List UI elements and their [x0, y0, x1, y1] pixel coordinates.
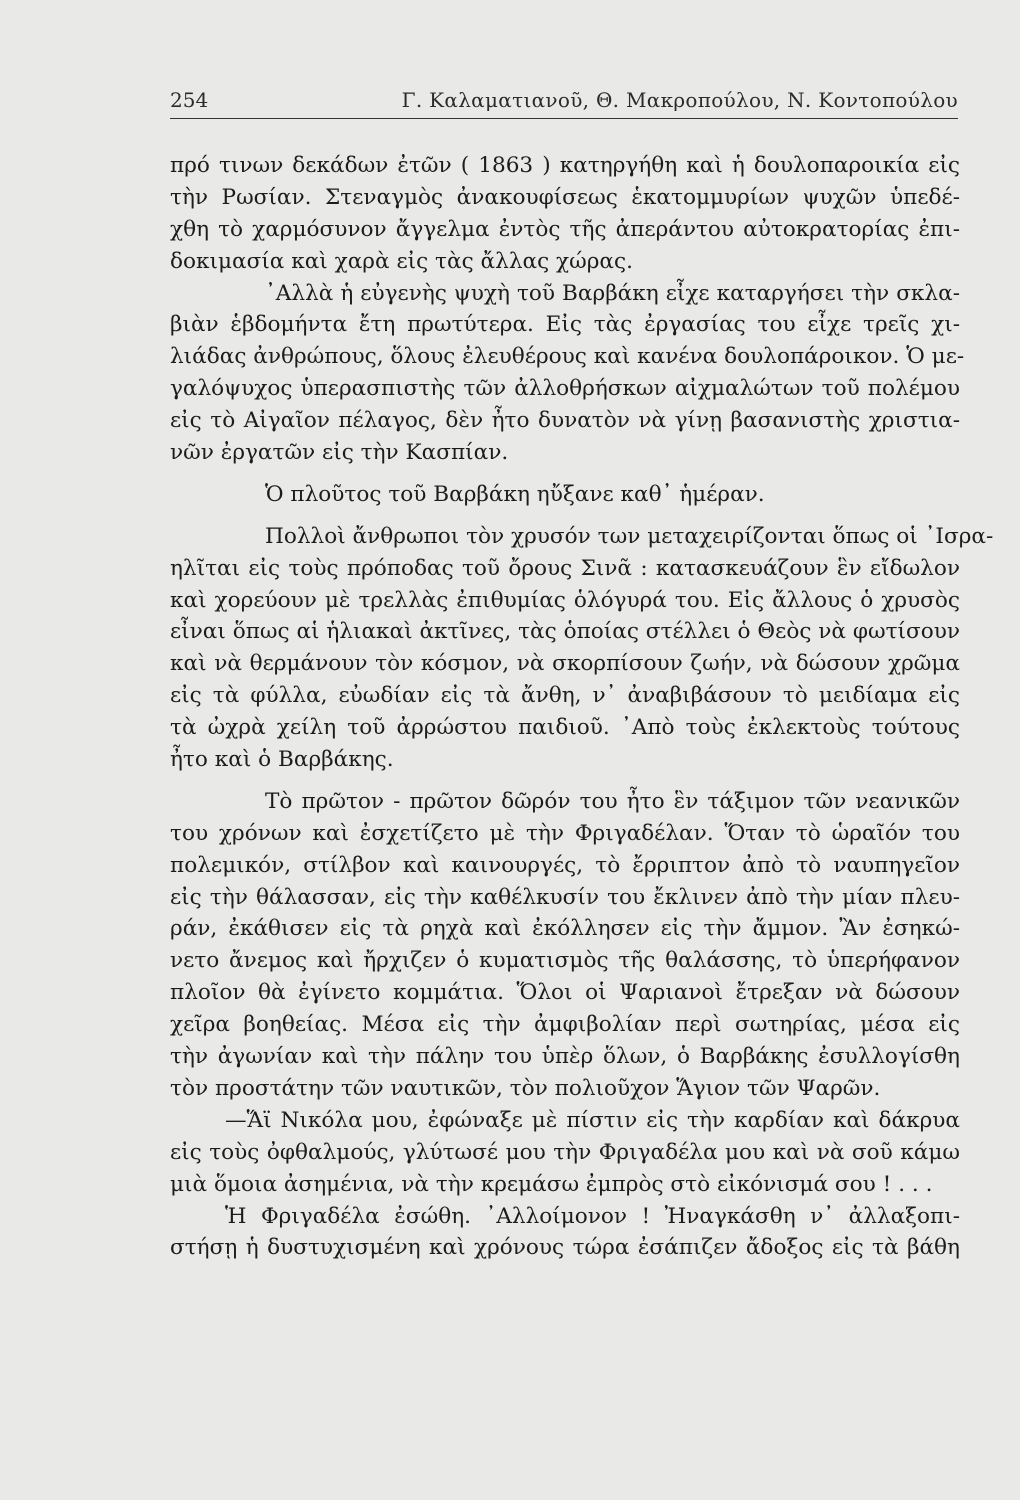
text-line: ηλῖται εἰς τοὺς πρόποδας τοῦ ὄρους Σινᾶ : κατασκευάζουν ἓν εἴδωλον [170, 555, 960, 581]
paragraph [170, 150, 960, 278]
text-line: καὶ χορεύουν μὲ τρελλὰς ἐπιθυμίας ὁλόγυρά του. Εἰς ἄλλους ὁ χρυσὸς [170, 587, 960, 613]
running-head [170, 84, 958, 114]
text-line: εἰς τοὺς ὀφθαλμούς, γλύτωσέ μου τὴν Φριγαδέλα μου καὶ νὰ σοῦ κάμω [170, 1139, 960, 1165]
text-line: πρό τινων δεκάδων ἐτῶν ( 1863 ) κατηργήθη καὶ ἡ δουλοπαροικία εἰς [170, 153, 960, 178]
text-line: εἰς τὸ Αἰγαῖον πέλαγος, δὲν ἦτο δυνατὸν νὰ γίνῃ βασανιστὴς χριστια- [170, 408, 960, 434]
text-line: στήσῃ ἡ δυστυχισμένη καὶ χρόνους τώρα ἐσάπιζεν ἄδοξος εἰς τὰ βάθη [170, 1235, 960, 1261]
body-text [170, 150, 994, 1264]
header-rule [170, 118, 958, 119]
paragraph-gap [170, 776, 960, 786]
paragraph [170, 479, 960, 511]
text-line: χεῖρα βοηθείας. Μέσα εἰς τὴν ἀμφιβολίαν περὶ σωτηρίας, μέσα εἰς [170, 1012, 960, 1038]
text-line: ᾿Αλλὰ ἡ εὐγενὴς ψυχὴ τοῦ Βαρβάκη εἶχε καταργήσει τὴν σκλα- [265, 280, 960, 306]
text-line: τὴν ἀγωνίαν καὶ τὴν πάλην του ὑπὲρ ὅλων, ὁ Βαρβάκης ἐσυλλογίσθη [170, 1044, 960, 1070]
paragraph [170, 521, 994, 776]
text-line: λιάδας ἀνθρώπους, ὅλους ἐλευθέρους καὶ κανένα δουλοπάροικον. Ὁ με- [170, 344, 965, 370]
text-line: πλοῖον θὰ ἐγίνετο κομμάτια. Ὅλοι οἱ Ψαριανοὶ ἔτρεξαν νὰ δώσουν [170, 980, 960, 1006]
text-line: εἶναι ὅπως αἱ ἡλιακαὶ ἀκτῖνες, τὰς ὁποίας στέλλει ὁ Θεὸς νὰ φωτίσουν [170, 619, 960, 645]
paragraph [170, 1201, 960, 1265]
text-line: Ἡ Φριγαδέλα ἐσώθη. ᾿Αλλοίμονον ! Ἠναγκάσθη ν᾿ ἀλλαξοπι- [225, 1203, 960, 1229]
running-title: Γ. Καλαματιανοῦ, Θ. Μακροπούλου, Ν. Κοντοπούλου [401, 88, 958, 112]
text-line: χθη τὸ χαρμόσυνον ἄγγελμα ἐντὸς τῆς ἀπεράντου αὐτοκρατορίας ἐπι- [170, 216, 960, 242]
text-line: εἰς τὰ φύλλα, εὐωδίαν εἰς τὰ ἄνθη, ν᾿ ἀναβιβάσουν τὸ μειδίαμα εἰς [170, 683, 960, 709]
paragraph [170, 278, 965, 469]
text-line: δοκιμασία καὶ χαρὰ εἰς τὰς ἄλλας χώρας. [170, 248, 633, 274]
text-line: του χρόνων καὶ ἐσχετίζετο μὲ τὴν Φριγαδέλαν. Ὅταν τὸ ὡραῖόν του [170, 820, 960, 846]
paragraph-gap [170, 511, 960, 521]
text-line: νετο ἄνεμος καὶ ἤρχιζεν ὁ κυματισμὸς τῆς θαλάσσης, τὸ ὑπερήφανον [170, 948, 960, 974]
text-line: ράν, ἐκάθισεν εἰς τὰ ρηχὰ καὶ ἐκόλλησεν εἰς τὴν ἄμμον. Ἂν ἐσηκώ- [170, 916, 960, 942]
text-line: νῶν ἐργατῶν εἰς τὴν Κασπίαν. [170, 440, 509, 466]
text-line: τὴν Ρωσίαν. Στεναγμὸς ἀνακουφίσεως ἑκατομμυρίων ψυχῶν ὑπεδέ- [170, 184, 960, 210]
text-line: βιὰν ἑβδομήντα ἔτη πρωτύτερα. Εἰς τὰς ἐργασίας του εἶχε τρεῖς χι- [170, 312, 960, 338]
paragraph [170, 786, 960, 1105]
text-line: τὸν προστάτην τῶν ναυτικῶν, τὸν πολιοῦχον Ἅγιον τῶν Ψαρῶν. [170, 1075, 881, 1101]
text-line: τὰ ὠχρὰ χείλη τοῦ ἀρρώστου παιδιοῦ. ᾿Απὸ τοὺς ἐκλεκτοὺς τούτους [170, 715, 960, 741]
text-line: γαλόψυχος ὑπερασπιστὴς τῶν ἀλλοθρήσκων αἰχμαλώτων τοῦ πολέμου [170, 376, 960, 402]
text-line: Ὁ πλοῦτος τοῦ Βαρβάκη ηὔξανε καθ᾿ ἡμέραν. [265, 481, 765, 507]
paragraph [170, 1105, 960, 1201]
text-line: Τὸ πρῶτον - πρῶτον δῶρόν του ἦτο ἓν τάξιμον τῶν νεανικῶν [265, 788, 960, 814]
text-line: εἰς τὴν θάλασσαν, εἰς τὴν καθέλκυσίν του ἔκλινεν ἀπὸ τὴν μίαν πλευ- [170, 884, 960, 910]
text-line: μιὰ ὅμοια ἀσημένια, νὰ τὴν κρεμάσω ἐμπρὸς στὸ εἰκόνισμά σου ! . . . [170, 1171, 933, 1197]
text-line: Πολλοὶ ἄνθρωποι τὸν χρυσόν των μεταχειρίζονται ὅπως οἱ ᾿Ισρα- [265, 523, 994, 549]
text-line: ἦτο καὶ ὁ Βαρβάκης. [170, 747, 394, 773]
text-line: πολεμικόν, στίλβον καὶ καινουργές, τὸ ἔρριπτον ἀπὸ τὸ ναυπηγεῖον [170, 852, 960, 878]
page-number: 254 [170, 88, 209, 112]
text-line: καὶ νὰ θερμάνουν τὸν κόσμον, νὰ σκορπίσουν ζωήν, νὰ δώσουν χρῶμα [170, 651, 960, 677]
text-line: —Ἅϊ Νικόλα μου, ἐφώναξε μὲ πίστιν εἰς τὴν καρδίαν καὶ δάκρυα [225, 1107, 960, 1133]
paragraph-gap [170, 469, 960, 479]
